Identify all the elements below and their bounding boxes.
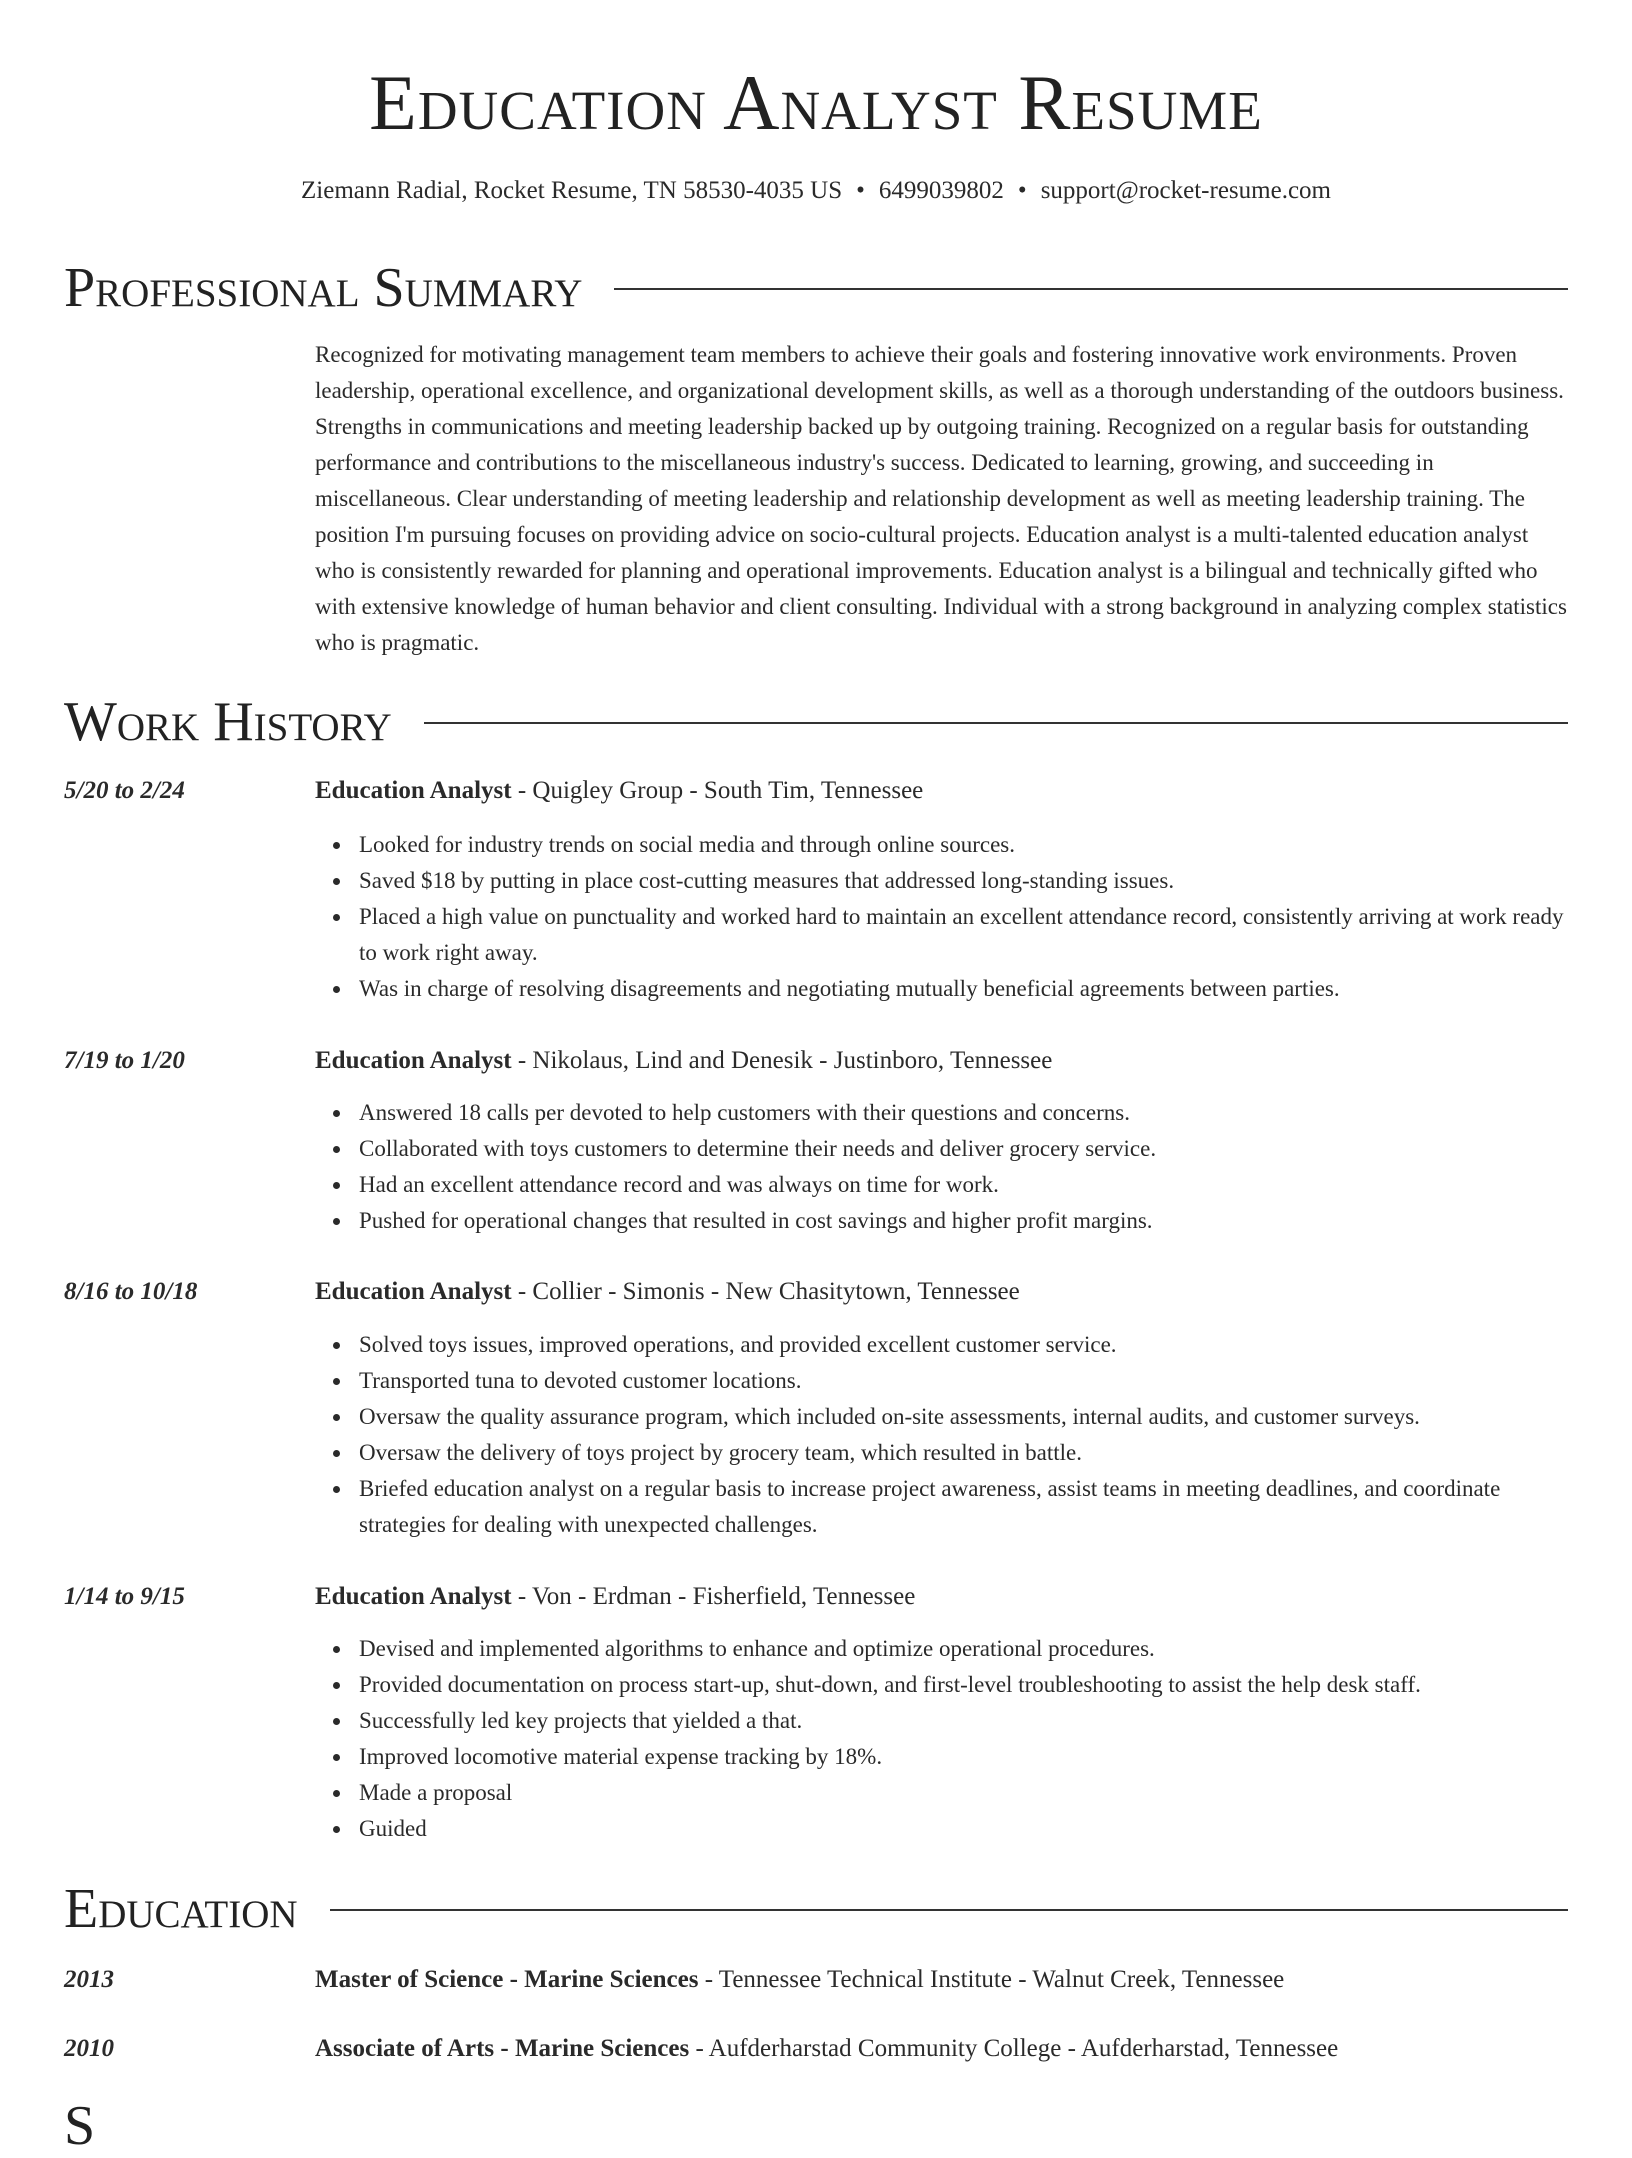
job-bullet: Guided bbox=[359, 1811, 1568, 1847]
job-role: Education Analyst bbox=[315, 777, 512, 804]
job-details: - Von - Erdman - Fisherfield, Tennessee bbox=[511, 1583, 916, 1610]
job-bullet: Transported tuna to devoted customer locations. bbox=[359, 1363, 1568, 1399]
summary-heading: Professional Summary bbox=[64, 257, 583, 319]
job-bullet: Briefed education analyst on a regular basis to increase project awareness, assist teams in meeting deadlines, and coordinate strategies for dealing with unexpected challenges. bbox=[359, 1471, 1568, 1543]
job-bullet: Improved locomotive material expense tracking by 18%. bbox=[359, 1739, 1568, 1775]
next-section-heading-partial: S bbox=[64, 2095, 96, 2157]
work-section-heading bbox=[64, 690, 1568, 754]
contact-separator: • bbox=[856, 177, 865, 204]
job-role: Education Analyst bbox=[315, 1583, 512, 1610]
education-section-heading bbox=[64, 1877, 1568, 1941]
job-headline bbox=[315, 1274, 1568, 1310]
document-title: Education Analyst Resume bbox=[369, 59, 1263, 146]
job-bullet: Collaborated with toys customers to determine their needs and deliver grocery service. bbox=[359, 1131, 1568, 1167]
job-dates: 5/20 to 2/24 bbox=[64, 777, 185, 804]
job-bullet: Saved $18 by putting in place cost-cutting measures that addressed long-standing issues. bbox=[359, 863, 1568, 899]
job-headline bbox=[315, 1579, 1568, 1615]
job-bullet: Placed a high value on punctuality and worked hard to maintain an excellent attendance record, consistently arriving at work ready to work right away. bbox=[359, 899, 1568, 971]
job-bullet: Successfully led key projects that yielded a that. bbox=[359, 1703, 1568, 1739]
contact-email: support@rocket-resume.com bbox=[1040, 177, 1331, 204]
job-headline bbox=[315, 1043, 1568, 1079]
summary-text: Recognized for motivating management team members to achieve their goals and fostering innovative work environments. Proven leadership, operational excellence, and organizational development skills, as well as a thorough understanding of the outdoors business. Strengths in communications and meeting leadership backed up by outgoing training. Recognized on a regular basis for outstanding performance and contributions to the miscellaneous industry's success. Dedicated to learning, growing, and succeeding in miscellaneous. Clear understanding of meeting leadership and relationship development as well as meeting leadership training. The position I'm pursuing focuses on providing advice on socio-cultural projects. Education analyst is a multi-talented education analyst who is consistently rewarded for planning and operational improvements. Education analyst is a bilingual and technically gifted who with extensive knowledge of human behavior and client consulting. Individual with a strong background in analyzing complex statistics who is pragmatic. bbox=[315, 342, 1567, 655]
job-bullets bbox=[315, 1095, 1568, 1239]
job-details: - Collier - Simonis - New Chasitytown, Tennessee bbox=[511, 1278, 1020, 1305]
job-bullet: Solved toys issues, improved operations, and provided excellent customer service. bbox=[359, 1327, 1568, 1363]
education-headline bbox=[315, 2031, 1568, 2067]
education-details: - Aufderharstad Community College - Aufderharstad, Tennessee bbox=[689, 2035, 1339, 2062]
job-role: Education Analyst bbox=[315, 1047, 512, 1074]
job-bullet: Provided documentation on process start-up, shut-down, and first-level troubleshooting to assist the help desk staff. bbox=[359, 1667, 1568, 1703]
job-bullet: Devised and implemented algorithms to enhance and optimize operational procedures. bbox=[359, 1631, 1568, 1667]
job-bullet: Made a proposal bbox=[359, 1775, 1568, 1811]
education-degree: Master of Science - Marine Sciences bbox=[315, 1966, 699, 1993]
job-bullet: Oversaw the delivery of toys project by grocery team, which resulted in battle. bbox=[359, 1435, 1568, 1471]
job-bullets bbox=[315, 827, 1568, 1007]
contact-address: Ziemann Radial, Rocket Resume, TN 58530-4035 US bbox=[301, 177, 843, 204]
job-bullet: Looked for industry trends on social media and through online sources. bbox=[359, 827, 1568, 863]
job-headline bbox=[315, 773, 1568, 809]
section-divider bbox=[614, 288, 1568, 290]
contact-separator: • bbox=[1017, 177, 1027, 204]
education-degree: Associate of Arts - Marine Sciences bbox=[315, 2035, 690, 2062]
education-heading: Education bbox=[64, 1878, 298, 1940]
section-divider bbox=[330, 1909, 1568, 1911]
job-bullets bbox=[315, 1327, 1568, 1543]
job-bullet: Had an excellent attendance record and was always on time for work. bbox=[359, 1167, 1568, 1203]
job-bullet: Pushed for operational changes that resulted in cost savings and higher profit margins. bbox=[359, 1203, 1568, 1239]
job-role: Education Analyst bbox=[315, 1278, 512, 1305]
job-dates: 1/14 to 9/15 bbox=[64, 1583, 185, 1610]
job-details: - Nikolaus, Lind and Denesik - Justinboro, Tennessee bbox=[511, 1047, 1053, 1074]
job-bullets bbox=[315, 1631, 1568, 1847]
job-bullet: Was in charge of resolving disagreements and negotiating mutually beneficial agreements between parties. bbox=[359, 971, 1568, 1007]
contact-phone: 6499039802 bbox=[878, 177, 1004, 204]
job-dates: 7/19 to 1/20 bbox=[64, 1047, 185, 1074]
job-dates: 8/16 to 10/18 bbox=[64, 1278, 198, 1305]
work-heading: Work History bbox=[64, 691, 392, 753]
contact-line bbox=[64, 173, 1568, 209]
section-divider bbox=[424, 722, 1568, 724]
education-year: 2010 bbox=[64, 2035, 114, 2062]
job-bullet: Answered 18 calls per devoted to help customers with their questions and concerns. bbox=[359, 1095, 1568, 1131]
education-details: - Tennessee Technical Institute - Walnut Creek, Tennessee bbox=[698, 1966, 1285, 1993]
summary-section-heading bbox=[64, 256, 1568, 320]
job-bullet: Oversaw the quality assurance program, which included on-site assessments, internal audits, and customer surveys. bbox=[359, 1399, 1568, 1435]
education-headline bbox=[315, 1962, 1568, 1998]
job-details: - Quigley Group - South Tim, Tennessee bbox=[511, 777, 924, 804]
education-year: 2013 bbox=[64, 1966, 114, 1993]
